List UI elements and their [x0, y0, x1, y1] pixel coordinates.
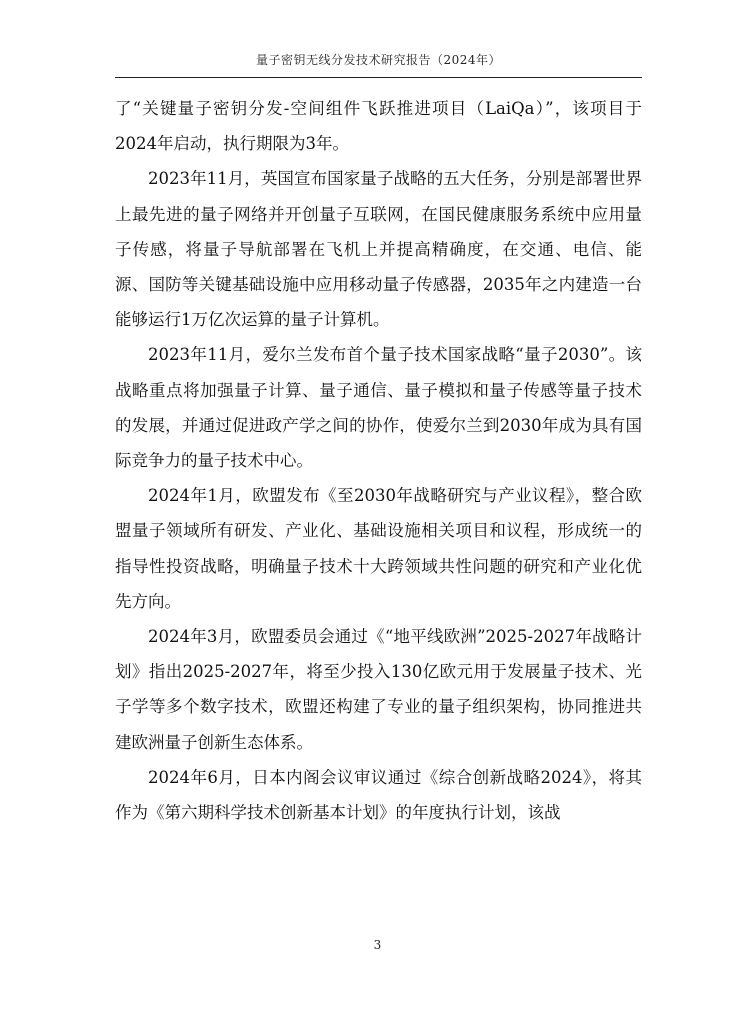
page-header [115, 42, 642, 78]
header-title: 量子密钥无线分发技术研究报告（2024年） [255, 53, 502, 67]
paragraph-laiqa-continuation: 了“关键量子密钥分发-空间组件飞跃推进项目（LaiQa）”，该项目于2024年启动，执行期限为3年。 [115, 99, 642, 154]
paragraph-uk-strategy: 2023年11月，英国宣布国家量子战略的五大任务，分别是部署世界上最先进的量子网络并开创量子互联网，在国民健康服务系统中应用量子传感，将量子导航部署在飞机上并提高精确度，在交通、电信、能源、国防等关键基础设施中应用移动量子传感器，2035年之内建造一台能够运行1万亿次运算的量子计算机。 [115, 169, 642, 330]
paragraph-ireland-strategy: 2023年11月，爱尔兰发布首个量子技术国家战略“量子2030”。该战略重点将加强量子计算、量子通信、量子模拟和量子传感等量子技术的发展，并通过促进政产学之间的协作，使爱尔兰到2030年成为具有国际竞争力的量子技术中心。 [115, 345, 642, 471]
body-text [115, 91, 642, 830]
page-number: 3 [373, 938, 382, 952]
paragraph-eu-sria: 2024年1月，欧盟发布《至2030年战略研究与产业议程》，整合欧盟量子领域所有研发、产业化、基础设施相关项目和议程，形成统一的指导性投资战略，明确量子技术十大跨领域共性问题的研究和产业化优先方向。 [115, 486, 642, 611]
paragraph-japan-strategy: 2024年6月，日本内阁会议审议通过《综合创新战略2024》，将其作为《第六期科学技术创新基本计划》的年度执行计划，该战 [115, 767, 642, 823]
paragraph-eu-horizon: 2024年3月，欧盟委员会通过《“地平线欧洲”2025-2027年战略计划》指出2025-2027年，将至少投入130亿欧元用于发展量子技术、光子学等多个数字技术，欧盟还构建了专业的量子组织架构，协同推进共建欧洲量子创新生态体系。 [115, 627, 642, 752]
